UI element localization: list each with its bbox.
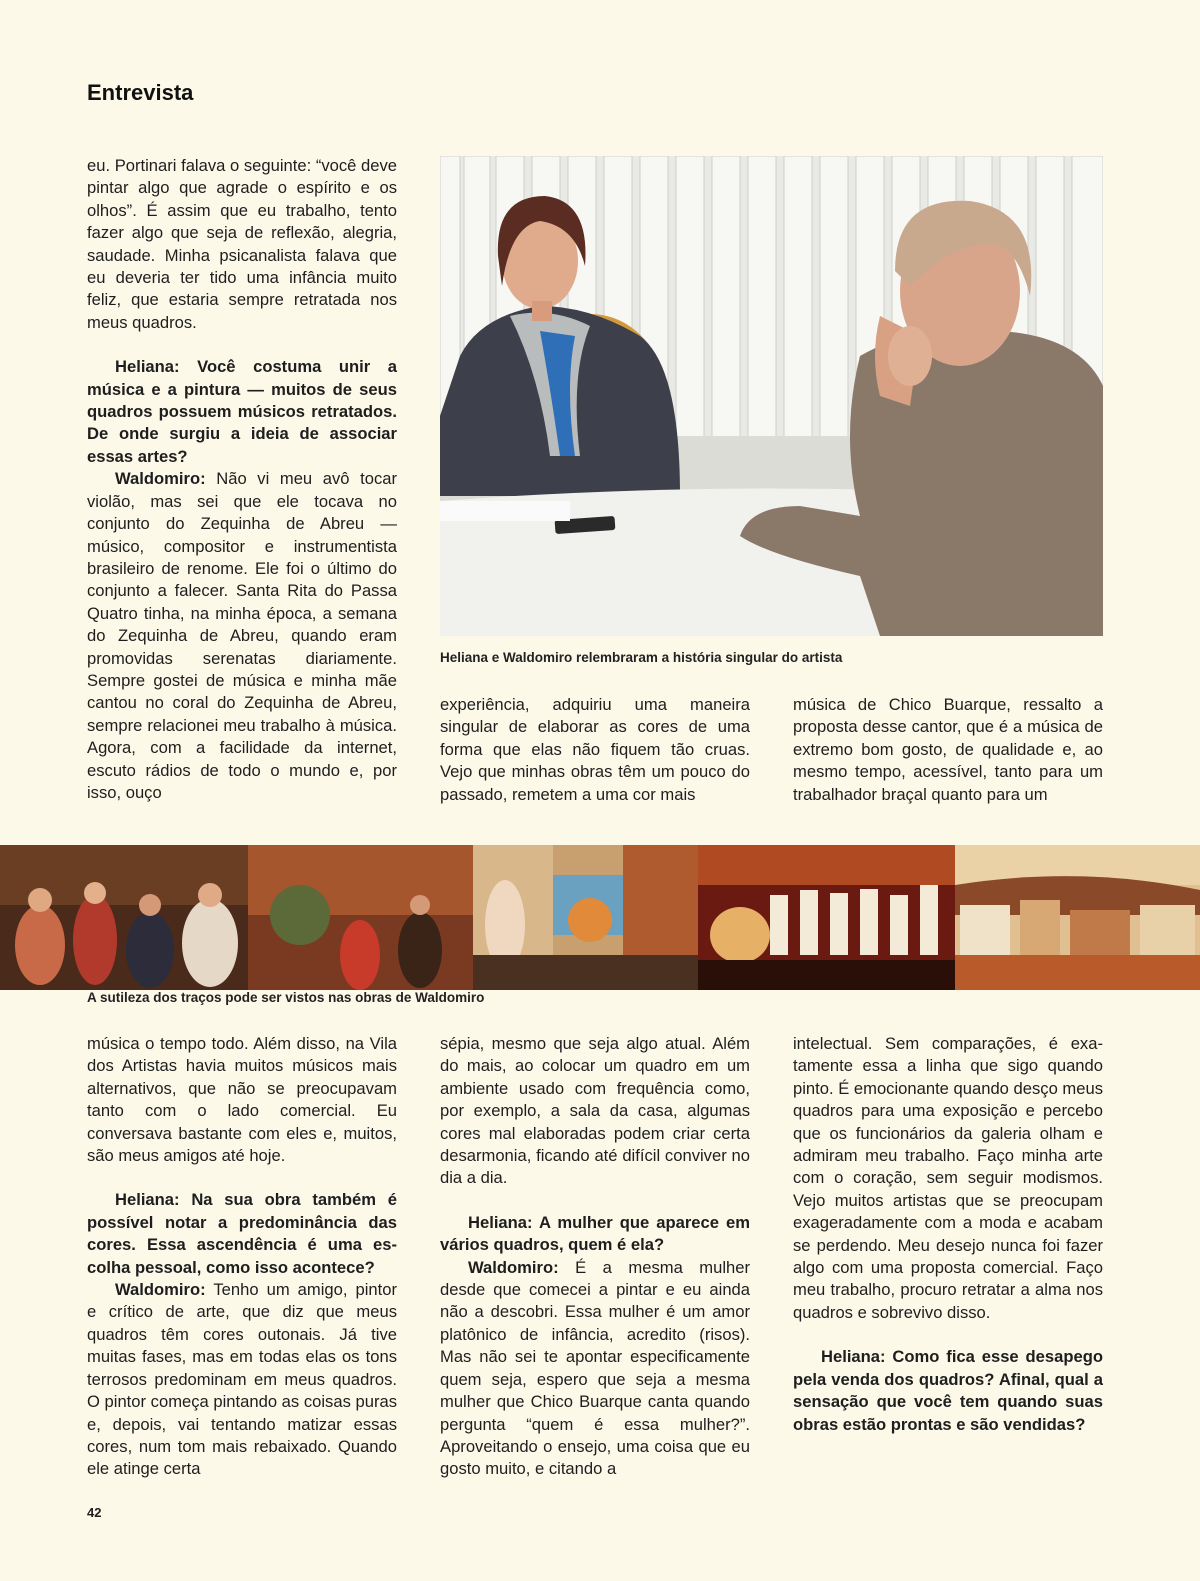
speaker-label: Waldomiro:	[468, 1257, 559, 1277]
column-bottom-right	[793, 1033, 1103, 1436]
answer-text: Não vi meu avô tocar violão, mas sei que ele tocava no conjunto do Zequinha de Abreu — músico, compositor e instrumentista brasileiro de renome. Ele foi o último do conjunto a falecer. Santa Rita do Passa Quatro tinha, na minha época, a semana do Zequinha de Abreu, quando eram promovidas serenatas diariamente. Sempre gostei de música e minha mãe cantou no coral do Zequinha de Abreu, sempre relacionei meu trabalho à música. Agora, com a facilidade da internet, escuto rádios de todo o mundo e, por isso, ouço	[87, 469, 397, 802]
painting-4	[698, 845, 955, 990]
answer-text: É a mesma mulher desde que comecei a pintar e eu ainda não a descobri. Essa mulher é um amor platônico de infância, acredito (risos). Mas não sei te apontar especificamente quem seja, espero que seja a mesma mulher que Chico Buarque canta quando pergunta “quem é essa mulher?”. Aproveitando o ensejo, uma coisa que eu gosto muito, e citando a	[440, 1257, 750, 1479]
column-bottom-middle	[440, 1033, 750, 1481]
painting-5	[955, 845, 1200, 990]
interview-question: Heliana: A mulher que aparece em vários quadros, quem é ela?	[440, 1212, 750, 1255]
photo-caption: Heliana e Waldomiro relembraram a história singular do artista	[440, 650, 843, 665]
paragraph: música de Chico Buarque, ressalto a proposta desse cantor, que é a música de extremo bom gosto, de qualidade e, ao mesmo tempo, acessível, tanto para um trabalhador braçal quanto para um	[793, 695, 1103, 804]
paragraph: intelectual. Sem comparações, é exatamente essa a linha que sigo quando pinto. É emocionante quando desço meus quadros para uma exposição e percebo que os funcionários da galeria olham e admiram meu trabalho. Faço minha arte com o coração, sem seguir modismos. Vejo muitos artistas que se preocupam exageradamente com a moda e acabam se perdendo. Meu desejo nunca foi fazer algo com uma proposta comercial. Faço meu trabalho, procuro retratar a alma nos quadros e sobrevivo disso.	[793, 1034, 1103, 1322]
interview-answer	[87, 468, 397, 804]
section-title: Entrevista	[87, 80, 194, 105]
interview-question: Heliana: Você costuma unir a música e a pintura — muitos de seus quadros possuem músicos retratados. De onde surgiu a ideia de associar essas artes?	[87, 357, 397, 466]
interview-photo	[440, 156, 1103, 636]
strip-caption: A sutileza dos traços pode ser vistos nas obras de Waldomiro	[87, 990, 485, 1005]
interview-answer	[440, 1257, 750, 1481]
speaker-label: Waldomiro:	[115, 469, 206, 489]
painting-2	[248, 845, 473, 990]
answer-text: Tenho um amigo, pintor e crítico de arte, que diz que meus quadros têm cores outonais. Já tive muitas fases, mas em todas elas os tons terrosos predominam em meus quadros. O pintor começa pintando as coisas puras e, depois, vai tentando matizar essas cores, num tom mais rebaixado. Quando ele atinge certa	[87, 1280, 397, 1479]
paragraph: eu. Portinari falava o seguinte: “você deve pintar algo que agrade o espírito e os olhos”. É assim que eu trabalho, tento fazer algo que seja de reflexão, alegria, saudade. Minha psicanalista falava que eu deveria ter tido uma infância muito feliz, que estaria sempre retratada nos meus quadros.	[87, 156, 397, 332]
interview-question: Heliana: Na sua obra também é possível notar a predominância das cores. Essa ascendência é uma escolha pessoal, como isso acontece?	[87, 1190, 397, 1277]
painting-3	[473, 845, 698, 990]
column-top-middle	[440, 694, 750, 806]
paragraph: experiência, adquiriu uma maneira singular de elaborar as cores de uma forma que elas não fiquem tão cruas. Vejo que minhas obras têm um pouco do passado, remetem a uma cor mais	[440, 695, 750, 804]
paragraph: música o tempo todo. Além disso, na Vila dos Artistas havia muitos músicos mais alternativos, que não se preocupavam tanto com o lado comercial. Eu conversava bastante com eles e, muitos, são meus amigos até hoje.	[87, 1034, 397, 1166]
paragraph: sépia, mesmo que seja algo atual. Além do mais, ao colocar um quadro em um ambiente usado com frequência como, por exemplo, a sala da casa, algumas cores mal elaboradas podem criar certa desarmonia, ficando até difícil conviver no dia a dia.	[440, 1034, 750, 1188]
speaker-label: Waldomiro:	[115, 1280, 206, 1300]
interview-question: Heliana: Como fica esse desapego pela venda dos quadros? Afinal, qual a sensação que você tem quando suas obras estão prontas e são vendidas?	[793, 1347, 1103, 1434]
column-bottom-left	[87, 1033, 397, 1481]
page-number: 42	[87, 1505, 102, 1520]
interview-answer	[87, 1279, 397, 1481]
column-top-right	[793, 694, 1103, 806]
artwork-strip	[0, 845, 1200, 990]
column-top-left	[87, 155, 397, 804]
painting-1	[0, 845, 248, 990]
